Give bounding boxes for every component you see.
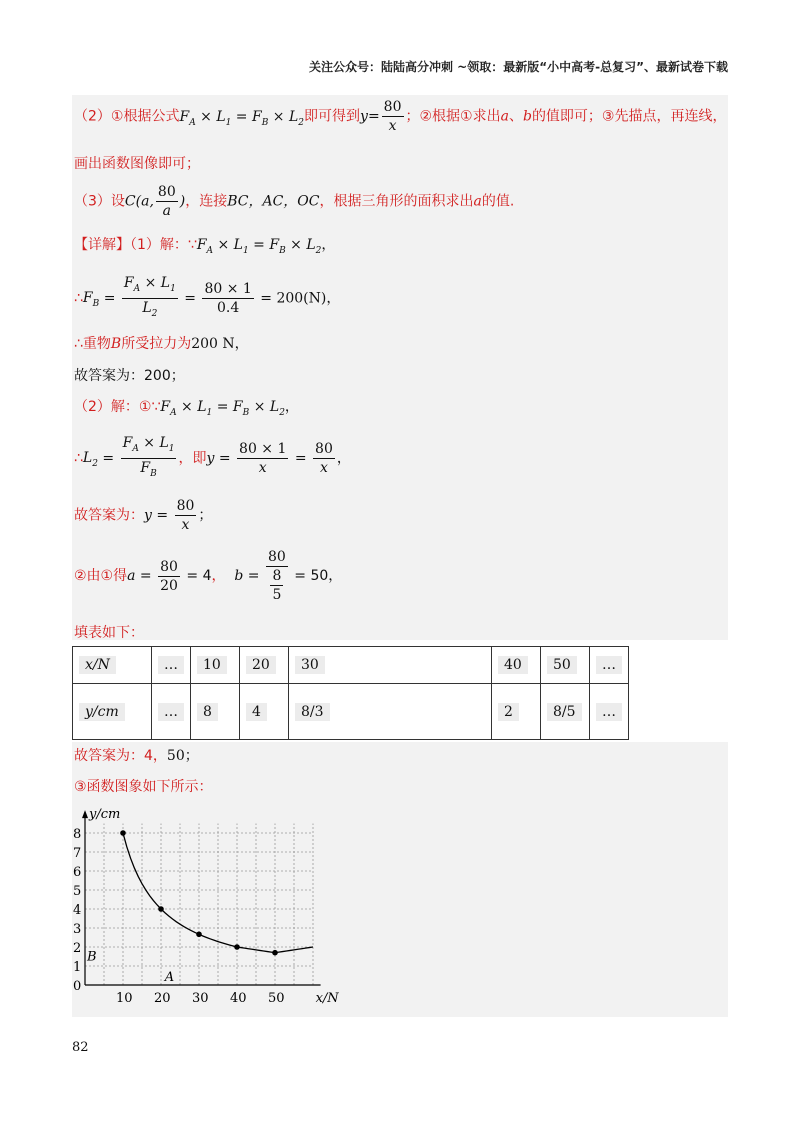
x-tick-label: 40 — [230, 991, 247, 1006]
x-axis-label: x/N — [315, 991, 339, 1006]
data-point — [158, 906, 164, 912]
x-tick-label: 10 — [116, 991, 133, 1006]
detail-line-2: $\therefore F_B$ = $\frac{F_A \times L_1}{L_2}$ = $\frac{80 \times 1}{0.4}$ = 200(N)， — [74, 275, 341, 319]
y-tick-label: 3 — [73, 922, 82, 937]
detail-line-8: ②由①得a = $\frac{80}{20}$ = 4， b = $\frac{80}{\frac{8}{5}}$ = 50， — [74, 549, 343, 603]
table-cell: … — [596, 703, 622, 721]
table-cell: 8/3 — [295, 703, 330, 721]
table-cell: 30 — [295, 656, 325, 674]
function-graph — [60, 805, 360, 1015]
value-table — [72, 646, 629, 740]
graph-title: ③函数图象如下所示： — [74, 779, 213, 795]
y-tick-label: 0 — [73, 979, 82, 994]
analysis-line-1: （2）①根据公式$F_A \times L_1 = F_B \times L_2$即可得到y= $\frac{80}{x}$ ；②根据①求出a、b的值即可；③先描点，再连线， — [74, 99, 727, 134]
point-a-label: A — [164, 970, 175, 985]
table-cell: 50 — [547, 656, 577, 674]
detail-line-5: （2）解：$①\because F_A \times L_1 = F_B \times L_2$， — [74, 399, 299, 418]
table-row — [73, 684, 629, 740]
y-axis-arrow — [82, 810, 88, 818]
page-number: 82 — [72, 1040, 89, 1055]
table-row — [73, 647, 629, 684]
table-cell: 2 — [498, 703, 519, 721]
page-header: 关注公众号：陆陆高分冲刺 ~领取：最新版“小中高考-总复习”、最新试卷下载 — [309, 60, 728, 74]
table-cell: … — [158, 656, 184, 674]
y-tick-label: 6 — [73, 865, 82, 880]
table-cell: 8/5 — [547, 703, 582, 721]
detail-line-6: $\therefore L_2$ = $\frac{F_A \times L_1}{F_B}$ ，即y = $\frac{80 \times 1}{x}$ = $\frac{80}{x}$ ， — [74, 435, 351, 479]
analysis-line-2: 画出函数图像即可； — [74, 156, 200, 172]
detail-line-4: 故答案为：200； — [74, 368, 185, 384]
table-cell: x/N — [79, 656, 116, 674]
y-tick-label: 4 — [73, 903, 82, 918]
detail-line-7: 故答案为：y = $\frac{80}{x}$ ； — [74, 498, 213, 533]
table-cell: 4 — [246, 703, 267, 721]
fill-table-label: 填表如下： — [74, 625, 144, 641]
data-point — [272, 950, 278, 956]
detail-line-3: ∴重物B所受拉力为200 N， — [74, 336, 249, 352]
analysis-line-3: （3）设C(a, $\frac{80}{a}$ )，连接BC，AC，OC，根据三角形的面积求出a的值. — [74, 184, 515, 219]
table-cell: … — [596, 656, 622, 674]
y-axis-label: y/cm — [89, 807, 121, 823]
x-tick-label: 50 — [268, 991, 285, 1006]
y-tick-label: 5 — [73, 884, 82, 899]
table-cell: 40 — [498, 656, 528, 674]
y-tick-label: 1 — [73, 960, 82, 975]
point-b-label: B — [87, 949, 97, 965]
y-tick-label: 2 — [73, 941, 82, 956]
table-cell: 10 — [197, 656, 227, 674]
table-cell: y/cm — [79, 703, 125, 721]
y-tick-label: 7 — [73, 846, 82, 861]
table-cell: 20 — [246, 656, 276, 674]
data-point — [234, 944, 240, 950]
x-tick-label: 20 — [154, 991, 171, 1006]
answer-line: 故答案为：4，50； — [74, 748, 199, 764]
data-point — [120, 830, 126, 836]
x-tick-label: 30 — [192, 991, 209, 1006]
data-point — [196, 931, 202, 937]
table-cell: 8 — [197, 703, 218, 721]
y-tick-label: 8 — [73, 827, 82, 842]
table-cell: … — [158, 703, 184, 721]
detail-line-1: 【详解】（1）解：$\because F_A \times L_1 = F_B \times L_2$， — [74, 237, 336, 256]
